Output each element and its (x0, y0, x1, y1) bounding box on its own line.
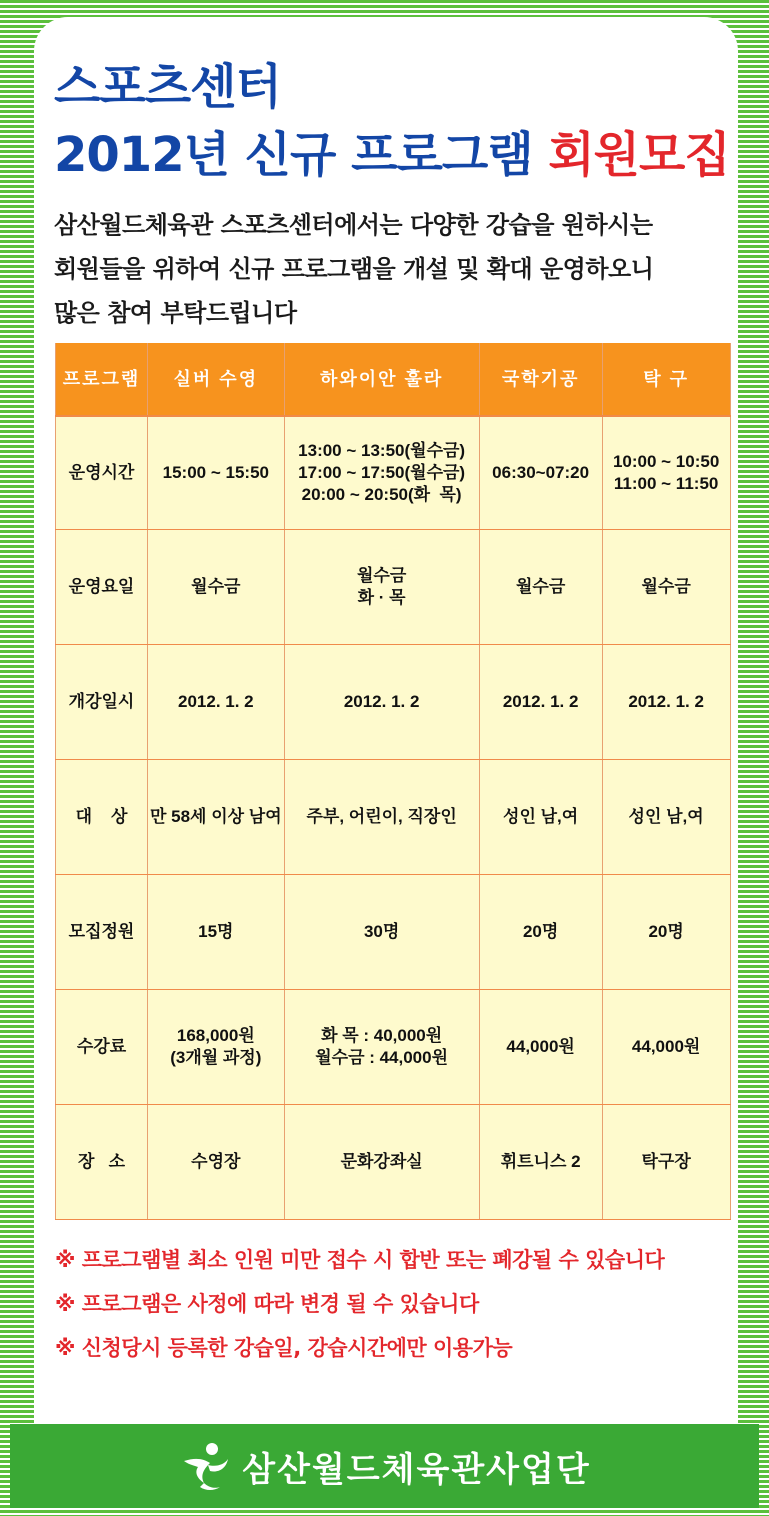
table-header-cell: 국학기공 (479, 343, 602, 416)
footer-org-name: 삼산월드체육관사업단 (242, 1449, 591, 1490)
cell-line: 20명 (522, 922, 559, 941)
cell-line: 성인 남,여 (503, 807, 579, 826)
cell-line: 10:00 ~ 10:50 (612, 452, 720, 471)
cell-line: 만 58세 이상 남여 (150, 807, 282, 826)
table-cell (602, 760, 730, 875)
cell-line: 월수금 (356, 566, 407, 585)
table-cell (479, 990, 602, 1105)
row-label: 운영요일 (56, 530, 148, 645)
cell-line: 화 목 : 40,000원 (321, 1026, 443, 1045)
cell-line: 탁구장 (641, 1152, 691, 1171)
table-cell (148, 1105, 285, 1220)
table-cell (602, 1105, 730, 1220)
notice-item: ※ 프로그램별 최소 인원 미만 접수 시 합반 또는 폐강될 수 있습니다 (55, 1248, 665, 1272)
notice-item: ※ 신청당시 등록한 강습일, 강습시간에만 이용가능 (55, 1336, 513, 1360)
title-line-2 (54, 125, 730, 185)
cell-line: 2012. 1. 2 (343, 692, 420, 711)
table-cell (602, 875, 730, 990)
table-cell (148, 760, 285, 875)
cell-line: (3개월 과정) (170, 1048, 262, 1067)
intro-line: 삼산월드체육관 스포츠센터에서는 다양한 강습을 원하시는 (54, 211, 653, 239)
table-cell (284, 530, 479, 645)
table-cell (479, 760, 602, 875)
cell-line: 2012. 1. 2 (502, 692, 579, 711)
table-cell (148, 645, 285, 760)
cell-line: 11:00 ~ 11:50 (613, 474, 719, 493)
table-header-cell: 프로그램 (56, 343, 148, 416)
cell-line: 44,000원 (631, 1037, 701, 1056)
table-cell (284, 990, 479, 1105)
table-cell (148, 990, 285, 1105)
title-line-1: 스포츠센터 (54, 59, 281, 115)
row-label: 운영시간 (56, 416, 148, 530)
table-row (56, 416, 731, 530)
intro-line: 많은 참여 부탁드립니다 (54, 299, 297, 327)
row-label: 장 소 (56, 1105, 148, 1220)
table-header-cell: 탁 구 (602, 343, 730, 416)
cell-line: 20:00 ~ 20:50(화 목) (301, 485, 462, 504)
notice-item: ※ 프로그램은 사정에 따라 변경 될 수 있습니다 (55, 1292, 479, 1316)
table-row (56, 530, 731, 645)
table-cell (479, 1105, 602, 1220)
cell-line: 13:00 ~ 13:50(월수금) (298, 441, 466, 460)
table-cell (284, 645, 479, 760)
table-cell (284, 416, 479, 530)
table-row (56, 875, 731, 990)
running-person-logo-icon (178, 1439, 232, 1493)
cell-line: 06:30~07:20 (492, 463, 590, 482)
row-label: 대 상 (56, 760, 148, 875)
row-label: 모집정원 (56, 875, 148, 990)
cell-line: 월수금 (641, 577, 691, 596)
cell-line: 휘트니스 2 (500, 1152, 581, 1171)
table-row (56, 645, 731, 760)
cell-line: 월수금 (191, 577, 241, 596)
intro-line: 회원들을 위하여 신규 프로그램을 개설 및 확대 운영하오니 (54, 255, 654, 283)
table-header-row (56, 343, 731, 416)
notice-list (55, 1238, 664, 1370)
cell-line: 44,000원 (506, 1037, 575, 1056)
table-cell (602, 416, 730, 530)
table-cell (602, 645, 730, 760)
table-cell (479, 875, 602, 990)
cell-line: 168,000원 (176, 1026, 255, 1045)
table-row (56, 1105, 731, 1220)
table-cell (479, 645, 602, 760)
cell-line: 수영장 (191, 1152, 241, 1171)
footer-banner (10, 1424, 759, 1508)
cell-line: 15명 (198, 922, 234, 941)
table-header-cell: 실버 수영 (148, 343, 285, 416)
cell-line: 15:00 ~ 15:50 (162, 463, 269, 482)
cell-line: 문화강좌실 (340, 1152, 423, 1171)
table-cell (284, 1105, 479, 1220)
table-cell (479, 416, 602, 530)
cell-line: 월수금 (515, 577, 566, 596)
table-cell (284, 760, 479, 875)
cell-line: 화 · 목 (357, 588, 406, 607)
intro-text (54, 203, 734, 335)
table-cell (479, 530, 602, 645)
table-cell (148, 875, 285, 990)
title-accent: 회원모집 (548, 127, 730, 183)
cell-line: 2012. 1. 2 (178, 692, 254, 711)
cell-line: 성인 남,여 (628, 807, 704, 826)
program-table (55, 343, 731, 1220)
table-body (56, 416, 731, 1220)
title-main: 2012년 신규 프로그램 (54, 127, 533, 183)
cell-line: 주부, 어린이, 직장인 (306, 807, 457, 826)
table-cell (284, 875, 479, 990)
row-label: 개강일시 (56, 645, 148, 760)
cell-line: 2012. 1. 2 (628, 692, 704, 711)
cell-line: 17:00 ~ 17:50(월수금) (298, 463, 466, 482)
table-row (56, 760, 731, 875)
table-cell (148, 530, 285, 645)
row-label: 수강료 (56, 990, 148, 1105)
table-cell (602, 530, 730, 645)
table-cell (148, 416, 285, 530)
cell-line: 30명 (363, 922, 400, 941)
table-header-cell: 하와이안 훌라 (284, 343, 479, 416)
cell-line: 월수금 : 44,000원 (315, 1048, 449, 1067)
table-cell (602, 990, 730, 1105)
cell-line: 20명 (648, 922, 684, 941)
table-row (56, 990, 731, 1105)
